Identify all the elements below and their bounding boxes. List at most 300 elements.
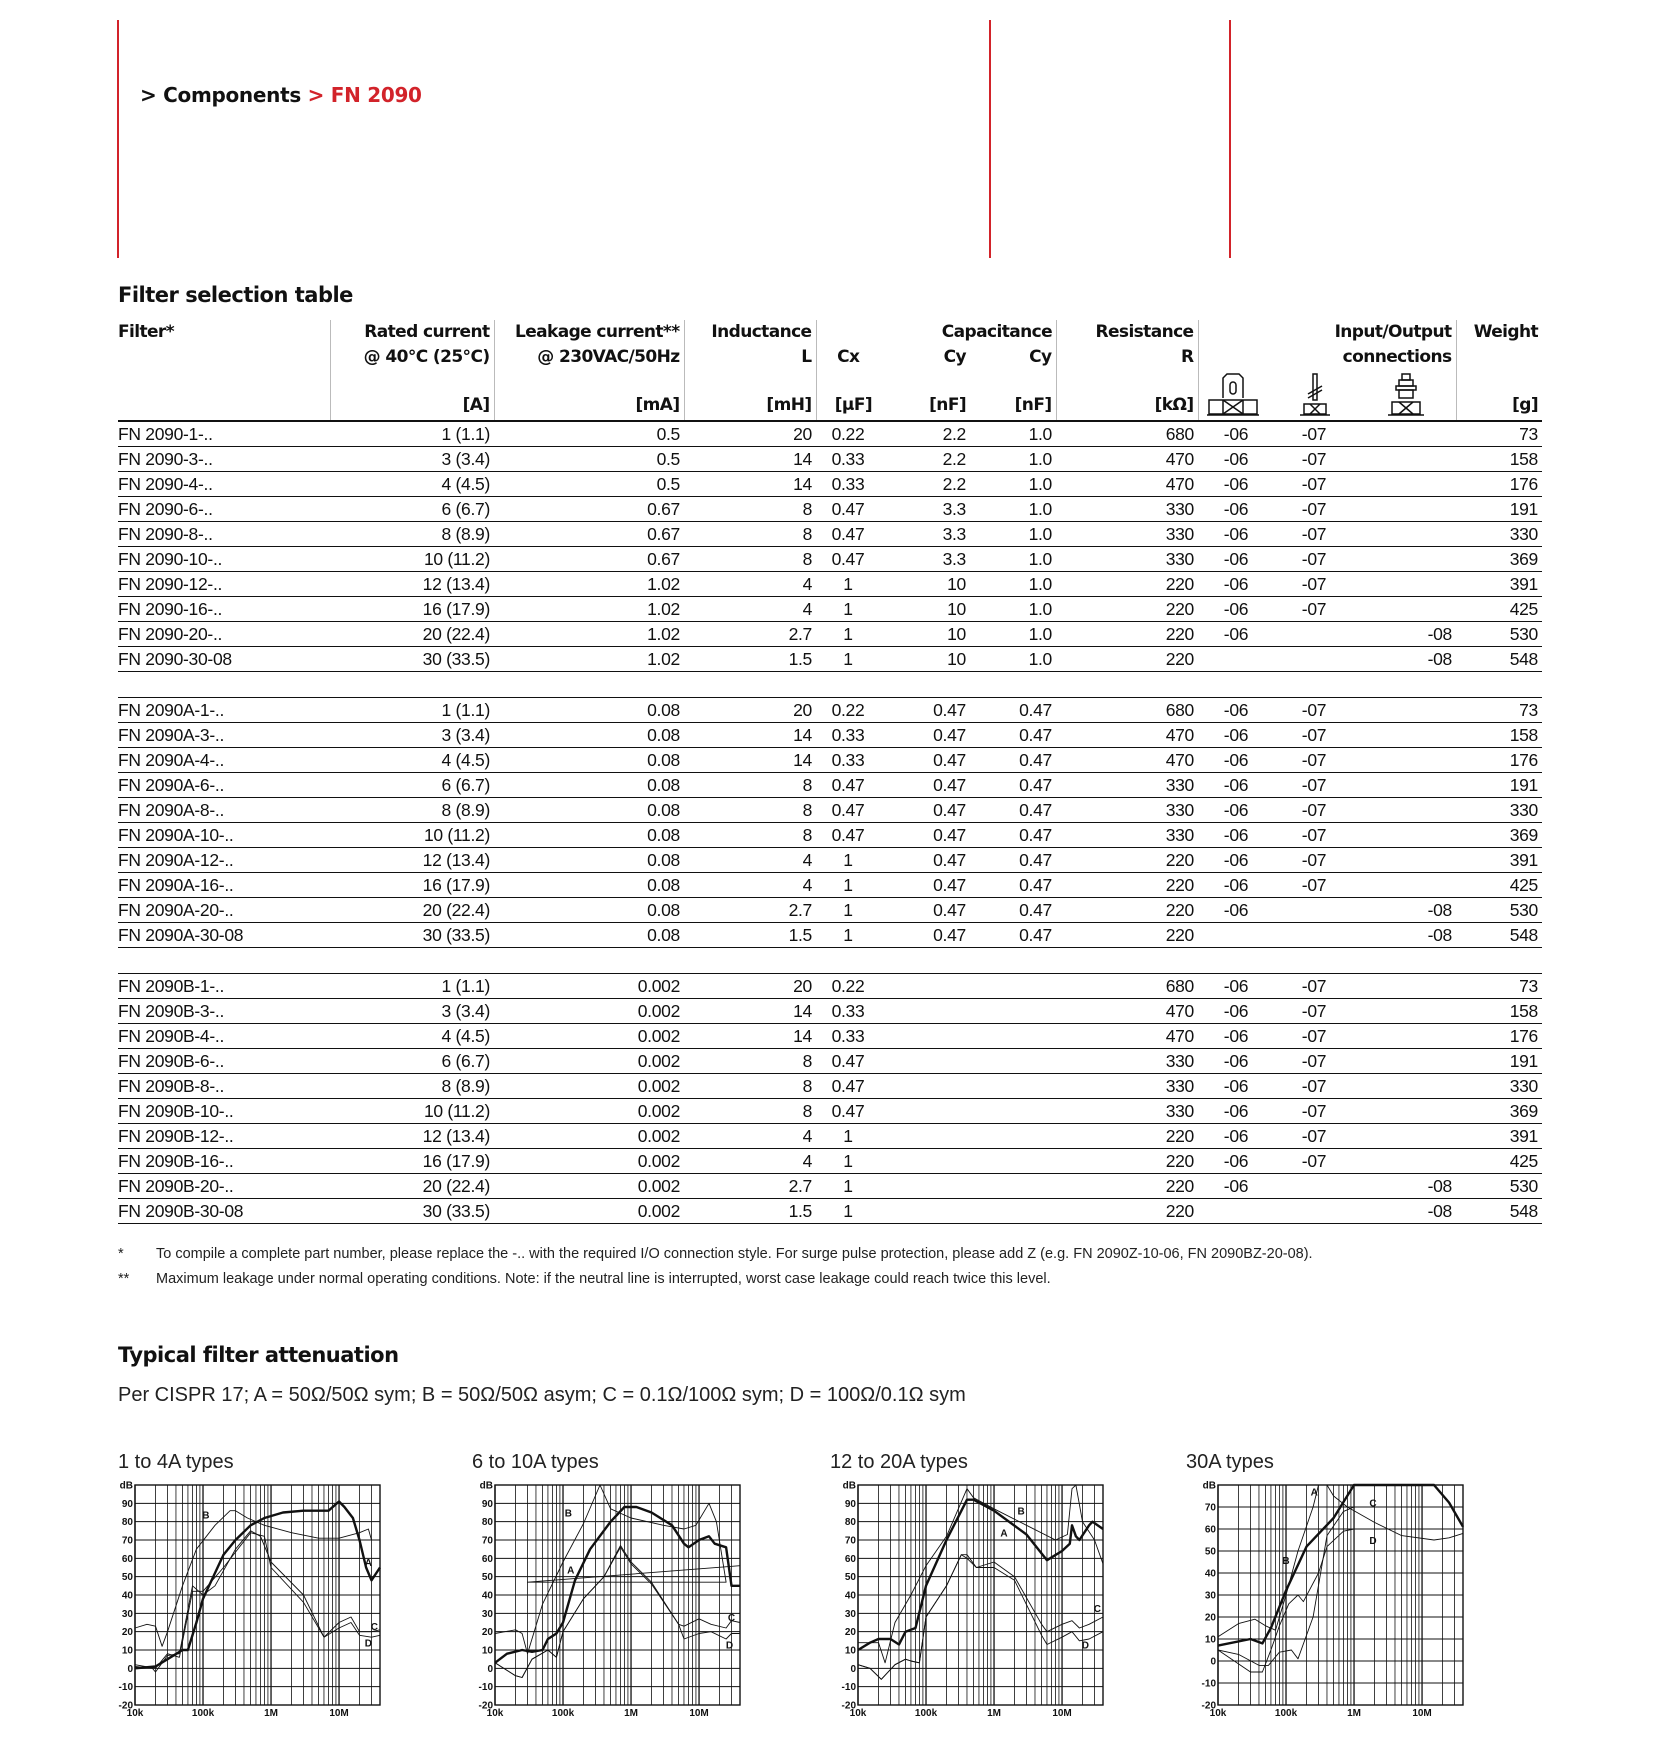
cell-filter: FN 2090-12-.. bbox=[118, 572, 330, 597]
y-tick-label: 30 bbox=[844, 1608, 856, 1620]
cell-io-07: -07 bbox=[1274, 1124, 1354, 1149]
cell-filter: FN 2090-3-.. bbox=[118, 447, 330, 472]
cell-weight: 369 bbox=[1456, 1099, 1542, 1124]
cell-leakage: 0.002 bbox=[494, 1099, 684, 1124]
accent-rule-left bbox=[117, 20, 119, 258]
col-leakage-sublabel: @ 230VAC/50Hz bbox=[537, 347, 680, 367]
series-a-line bbox=[858, 1500, 1103, 1650]
cell-io-08 bbox=[1354, 447, 1456, 472]
cell-cx: 1 bbox=[816, 597, 880, 622]
cell-io-08 bbox=[1354, 572, 1456, 597]
col-leakage-label: Leakage current** bbox=[514, 322, 680, 342]
col-capacitance-label: Capacitance bbox=[941, 322, 1052, 342]
cell-io-07: -07 bbox=[1274, 698, 1354, 723]
x-tick-label: 10k bbox=[849, 1708, 867, 1719]
table-row bbox=[118, 698, 1542, 723]
group-separator bbox=[118, 672, 1542, 698]
col-cx bbox=[816, 320, 880, 421]
cell-rated-current: 3 (3.4) bbox=[330, 447, 494, 472]
cell-leakage: 0.002 bbox=[494, 974, 684, 999]
accent-rule-middle bbox=[989, 20, 991, 258]
table-row bbox=[118, 1124, 1542, 1149]
series-c-label: C bbox=[1369, 1498, 1377, 1510]
cell-resistance: 470 bbox=[1056, 447, 1198, 472]
cell-weight: 73 bbox=[1456, 421, 1542, 447]
cell-cy2 bbox=[970, 1174, 1056, 1199]
cell-resistance: 220 bbox=[1056, 597, 1198, 622]
attenuation-chart-1-to-4a bbox=[118, 1480, 385, 1725]
series-a-label: A bbox=[1310, 1487, 1318, 1499]
cell-weight: 191 bbox=[1456, 773, 1542, 798]
cell-cy2 bbox=[970, 1149, 1056, 1174]
col-cy2-label: Cy bbox=[1029, 347, 1052, 367]
cell-filter: FN 2090A-6-.. bbox=[118, 773, 330, 798]
y-tick-label: 0 bbox=[1210, 1656, 1216, 1668]
cell-rated-current: 12 (13.4) bbox=[330, 572, 494, 597]
cell-cx: 0.47 bbox=[816, 497, 880, 522]
y-tick-label: 40 bbox=[481, 1590, 493, 1602]
cell-leakage: 0.08 bbox=[494, 873, 684, 898]
cell-cy2: 0.47 bbox=[970, 723, 1056, 748]
series-a-label: A bbox=[364, 1558, 373, 1569]
cell-cy2: 1.0 bbox=[970, 572, 1056, 597]
series-b-line bbox=[1218, 1485, 1463, 1646]
breadcrumb-parent[interactable]: > Components bbox=[140, 83, 301, 107]
cell-rated-current: 20 (22.4) bbox=[330, 1174, 494, 1199]
series-b-label: B bbox=[564, 1508, 573, 1520]
cell-filter: FN 2090A-3-.. bbox=[118, 723, 330, 748]
cell-leakage: 0.08 bbox=[494, 748, 684, 773]
cell-leakage: 0.08 bbox=[494, 898, 684, 923]
cell-weight: 73 bbox=[1456, 698, 1542, 723]
cell-io-08 bbox=[1354, 472, 1456, 497]
cell-io-07: -07 bbox=[1274, 597, 1354, 622]
cell-inductance: 20 bbox=[684, 698, 816, 723]
cell-rated-current: 10 (11.2) bbox=[330, 1099, 494, 1124]
table-row bbox=[118, 848, 1542, 873]
cell-resistance: 680 bbox=[1056, 421, 1198, 447]
cell-io-06: -06 bbox=[1198, 798, 1274, 823]
cell-io-06: -06 bbox=[1198, 898, 1274, 923]
cell-cy1: 10 bbox=[880, 572, 970, 597]
x-tick-label: 10k bbox=[1209, 1708, 1227, 1719]
cell-rated-current: 6 (6.7) bbox=[330, 1049, 494, 1074]
cell-cx: 1 bbox=[816, 1199, 880, 1224]
cell-io-07: -07 bbox=[1274, 421, 1354, 447]
cell-cx: 0.22 bbox=[816, 974, 880, 999]
faston-terminal-icon bbox=[1207, 372, 1259, 416]
x-tick-label: 100k bbox=[551, 1708, 575, 1719]
cell-weight: 530 bbox=[1456, 1174, 1542, 1199]
cell-weight: 73 bbox=[1456, 974, 1542, 999]
cell-rated-current: 8 (8.9) bbox=[330, 1074, 494, 1099]
cell-cy1 bbox=[880, 1024, 970, 1049]
cell-resistance: 330 bbox=[1056, 547, 1198, 572]
table-row bbox=[118, 447, 1542, 472]
cell-inductance: 8 bbox=[684, 798, 816, 823]
cell-rated-current: 20 (22.4) bbox=[330, 898, 494, 923]
y-tick-label: 10 bbox=[1204, 1634, 1216, 1646]
cell-cy2 bbox=[970, 999, 1056, 1024]
cell-inductance: 14 bbox=[684, 748, 816, 773]
col-filter bbox=[118, 320, 330, 421]
col-inductance-label: Inductance bbox=[711, 322, 812, 342]
cell-leakage: 0.08 bbox=[494, 773, 684, 798]
table-row bbox=[118, 472, 1542, 497]
cell-leakage: 1.02 bbox=[494, 622, 684, 647]
cell-io-06: -06 bbox=[1198, 1149, 1274, 1174]
cell-weight: 530 bbox=[1456, 622, 1542, 647]
cell-rated-current: 3 (3.4) bbox=[330, 999, 494, 1024]
y-tick-label: 0 bbox=[850, 1663, 856, 1675]
cell-cy1: 0.47 bbox=[880, 798, 970, 823]
cell-cx: 1 bbox=[816, 572, 880, 597]
cell-inductance: 8 bbox=[684, 823, 816, 848]
cell-leakage: 1.02 bbox=[494, 572, 684, 597]
cell-io-06: -06 bbox=[1198, 421, 1274, 447]
cell-io-07: -07 bbox=[1274, 1024, 1354, 1049]
cell-weight: 158 bbox=[1456, 447, 1542, 472]
table-row bbox=[118, 1024, 1542, 1049]
cell-io-08 bbox=[1354, 773, 1456, 798]
cell-resistance: 330 bbox=[1056, 522, 1198, 547]
x-tick-label: 10M bbox=[1052, 1708, 1072, 1719]
y-tick-label: -20 bbox=[1201, 1700, 1216, 1712]
attenuation-chart-12-to-20a bbox=[841, 1480, 1108, 1725]
cell-resistance: 470 bbox=[1056, 748, 1198, 773]
cell-io-07: -07 bbox=[1274, 497, 1354, 522]
cell-cy2: 1.0 bbox=[970, 522, 1056, 547]
x-tick-label: 100k bbox=[1274, 1708, 1298, 1719]
cell-io-06 bbox=[1198, 923, 1274, 948]
cell-inductance: 8 bbox=[684, 1099, 816, 1124]
col-leakage bbox=[494, 320, 684, 421]
cell-inductance: 2.7 bbox=[684, 1174, 816, 1199]
x-tick-label: 10M bbox=[689, 1708, 709, 1719]
cell-weight: 548 bbox=[1456, 1199, 1542, 1224]
y-tick-label: -20 bbox=[478, 1700, 493, 1712]
series-c-label: C bbox=[370, 1622, 378, 1634]
cell-cy1: 10 bbox=[880, 647, 970, 672]
x-tick-label: 1M bbox=[1347, 1708, 1361, 1719]
cell-leakage: 0.67 bbox=[494, 522, 684, 547]
table-row bbox=[118, 723, 1542, 748]
cell-resistance: 330 bbox=[1056, 1099, 1198, 1124]
cell-resistance: 330 bbox=[1056, 823, 1198, 848]
footnote-1-mark: * bbox=[118, 1246, 124, 1262]
cell-io-08: -08 bbox=[1354, 622, 1456, 647]
cell-cy2: 1.0 bbox=[970, 421, 1056, 447]
cell-cx: 1 bbox=[816, 622, 880, 647]
cell-filter: FN 2090A-1-.. bbox=[118, 698, 330, 723]
cell-io-07: -07 bbox=[1274, 472, 1354, 497]
cell-cx: 1 bbox=[816, 1124, 880, 1149]
cell-weight: 391 bbox=[1456, 572, 1542, 597]
cell-io-08: -08 bbox=[1354, 923, 1456, 948]
cell-leakage: 0.002 bbox=[494, 999, 684, 1024]
cell-leakage: 0.67 bbox=[494, 547, 684, 572]
table-row bbox=[118, 898, 1542, 923]
series-c-label: C bbox=[727, 1613, 736, 1624]
cell-filter: FN 2090B-4-.. bbox=[118, 1024, 330, 1049]
cell-inductance: 20 bbox=[684, 421, 816, 447]
series-d-label: D bbox=[364, 1638, 373, 1650]
cell-cy1: 0.47 bbox=[880, 923, 970, 948]
cell-io-08: -08 bbox=[1354, 898, 1456, 923]
grid bbox=[858, 1485, 1103, 1705]
cell-filter: FN 2090B-30-08 bbox=[118, 1199, 330, 1224]
cell-cy1: 0.47 bbox=[880, 823, 970, 848]
y-axis-unit-label: dB bbox=[1202, 1480, 1216, 1492]
cell-filter: FN 2090-16-.. bbox=[118, 597, 330, 622]
y-tick-label: 70 bbox=[844, 1535, 856, 1547]
cell-leakage: 0.08 bbox=[494, 798, 684, 823]
cell-weight: 425 bbox=[1456, 873, 1542, 898]
cell-leakage: 0.5 bbox=[494, 447, 684, 472]
cell-cy2 bbox=[970, 1049, 1056, 1074]
cell-cy2: 1.0 bbox=[970, 472, 1056, 497]
col-io-screw bbox=[1334, 320, 1456, 421]
cell-rated-current: 8 (8.9) bbox=[330, 522, 494, 547]
col-io-faston bbox=[1198, 320, 1274, 421]
cell-cx: 0.33 bbox=[816, 999, 880, 1024]
series-a-label: A bbox=[1000, 1528, 1008, 1540]
cell-cx: 0.33 bbox=[816, 748, 880, 773]
cell-io-06: -06 bbox=[1198, 547, 1274, 572]
cell-filter: FN 2090A-4-.. bbox=[118, 748, 330, 773]
table-row bbox=[118, 497, 1542, 522]
cell-filter: FN 2090A-12-.. bbox=[118, 848, 330, 873]
cell-io-06: -06 bbox=[1198, 999, 1274, 1024]
cell-io-07: -07 bbox=[1274, 1049, 1354, 1074]
series-d-line bbox=[858, 1555, 1103, 1680]
series-a-line bbox=[135, 1502, 380, 1669]
table-row bbox=[118, 873, 1542, 898]
cell-cy2 bbox=[970, 1024, 1056, 1049]
cell-inductance: 4 bbox=[684, 848, 816, 873]
y-tick-label: 70 bbox=[481, 1535, 493, 1547]
col-rated-current-label: Rated current bbox=[364, 322, 490, 342]
cell-io-08 bbox=[1354, 1149, 1456, 1174]
cell-weight: 191 bbox=[1456, 497, 1542, 522]
y-tick-label: 10 bbox=[844, 1645, 856, 1657]
cell-weight: 176 bbox=[1456, 748, 1542, 773]
cell-io-08 bbox=[1354, 597, 1456, 622]
cell-filter: FN 2090A-20-.. bbox=[118, 898, 330, 923]
cell-cy2: 1.0 bbox=[970, 597, 1056, 622]
table-row bbox=[118, 1074, 1542, 1099]
cell-weight: 391 bbox=[1456, 848, 1542, 873]
selection-table-title: Filter selection table bbox=[118, 283, 353, 307]
cell-cx: 0.47 bbox=[816, 773, 880, 798]
cell-rated-current: 20 (22.4) bbox=[330, 622, 494, 647]
cell-io-07: -07 bbox=[1274, 572, 1354, 597]
y-tick-label: 0 bbox=[487, 1663, 493, 1675]
cell-io-07: -07 bbox=[1274, 873, 1354, 898]
cell-filter: FN 2090B-6-.. bbox=[118, 1049, 330, 1074]
table-row bbox=[118, 1149, 1542, 1174]
grid bbox=[135, 1485, 380, 1705]
col-io-label: Input/Output bbox=[1334, 322, 1452, 342]
cell-cy2: 0.47 bbox=[970, 848, 1056, 873]
y-tick-label: 60 bbox=[481, 1553, 493, 1565]
series-d-label: D bbox=[1081, 1640, 1089, 1652]
cell-io-06: -06 bbox=[1198, 572, 1274, 597]
cell-leakage: 0.08 bbox=[494, 698, 684, 723]
cell-cy1 bbox=[880, 999, 970, 1024]
cell-cx: 1 bbox=[816, 647, 880, 672]
chart-3-title: 12 to 20A types bbox=[830, 1451, 968, 1473]
col-rated-current bbox=[330, 320, 494, 421]
cell-io-07: -07 bbox=[1274, 999, 1354, 1024]
cell-cx: 0.22 bbox=[816, 698, 880, 723]
cell-cy1: 0.47 bbox=[880, 773, 970, 798]
col-weight bbox=[1456, 320, 1542, 421]
cell-io-07: -07 bbox=[1274, 1149, 1354, 1174]
cell-cx: 0.33 bbox=[816, 447, 880, 472]
cell-cy1: 3.3 bbox=[880, 547, 970, 572]
table-row bbox=[118, 974, 1542, 999]
cell-rated-current: 10 (11.2) bbox=[330, 823, 494, 848]
table-row bbox=[118, 421, 1542, 447]
cell-cy1 bbox=[880, 974, 970, 999]
cell-io-08 bbox=[1354, 547, 1456, 572]
accent-rule-right bbox=[1229, 20, 1231, 258]
cell-cy1 bbox=[880, 1149, 970, 1174]
cell-resistance: 330 bbox=[1056, 798, 1198, 823]
cell-filter: FN 2090B-16-.. bbox=[118, 1149, 330, 1174]
series-d-label: D bbox=[1369, 1536, 1377, 1547]
cell-cx: 1 bbox=[816, 923, 880, 948]
col-weight-unit: [g] bbox=[1512, 395, 1538, 415]
col-filter-label: Filter* bbox=[118, 322, 174, 342]
cell-inductance: 1.5 bbox=[684, 1199, 816, 1224]
y-tick-label: -10 bbox=[841, 1682, 856, 1694]
cell-cy1 bbox=[880, 1099, 970, 1124]
series-b-label: B bbox=[1282, 1555, 1290, 1567]
cell-filter: FN 2090A-8-.. bbox=[118, 798, 330, 823]
cell-rated-current: 30 (33.5) bbox=[330, 647, 494, 672]
cell-rated-current: 1 (1.1) bbox=[330, 974, 494, 999]
cell-cy2: 1.0 bbox=[970, 647, 1056, 672]
cell-filter: FN 2090-6-.. bbox=[118, 497, 330, 522]
cell-cy1: 10 bbox=[880, 597, 970, 622]
series-d-line bbox=[135, 1533, 380, 1669]
cell-inductance: 4 bbox=[684, 873, 816, 898]
series-b-line bbox=[858, 1485, 1103, 1663]
cell-io-06: -06 bbox=[1198, 522, 1274, 547]
y-tick-label: 80 bbox=[481, 1517, 493, 1529]
y-tick-label: 70 bbox=[121, 1535, 133, 1547]
cell-cx: 1 bbox=[816, 898, 880, 923]
cell-leakage: 0.08 bbox=[494, 723, 684, 748]
cell-cx: 0.33 bbox=[816, 1024, 880, 1049]
cell-inductance: 14 bbox=[684, 447, 816, 472]
y-tick-label: 20 bbox=[121, 1627, 133, 1639]
cell-cy1 bbox=[880, 1174, 970, 1199]
cell-cy2: 0.47 bbox=[970, 923, 1056, 948]
cell-cy2: 0.47 bbox=[970, 773, 1056, 798]
y-tick-label: 50 bbox=[844, 1572, 856, 1584]
y-tick-label: 50 bbox=[121, 1572, 133, 1584]
cell-leakage: 0.08 bbox=[494, 848, 684, 873]
cell-leakage: 0.08 bbox=[494, 923, 684, 948]
series-b-label: B bbox=[202, 1510, 210, 1522]
cell-cy1: 0.47 bbox=[880, 873, 970, 898]
y-tick-label: 20 bbox=[1204, 1612, 1216, 1624]
y-tick-label: -10 bbox=[1201, 1678, 1216, 1690]
x-tick-label: 1M bbox=[624, 1708, 638, 1719]
cell-io-06: -06 bbox=[1198, 773, 1274, 798]
x-tick-label: 10M bbox=[1412, 1708, 1432, 1719]
group-separator-cell bbox=[118, 672, 1542, 698]
y-tick-label: -10 bbox=[478, 1682, 493, 1694]
cell-io-06: -06 bbox=[1198, 497, 1274, 522]
table-row bbox=[118, 773, 1542, 798]
cell-resistance: 470 bbox=[1056, 1024, 1198, 1049]
cell-rated-current: 6 (6.7) bbox=[330, 773, 494, 798]
series-d-line bbox=[495, 1547, 740, 1677]
cell-cy1: 0.47 bbox=[880, 848, 970, 873]
cell-io-06: -06 bbox=[1198, 1024, 1274, 1049]
cell-io-07: -07 bbox=[1274, 522, 1354, 547]
attenuation-chart-6-to-10a bbox=[478, 1480, 745, 1725]
cell-filter: FN 2090B-20-.. bbox=[118, 1174, 330, 1199]
cell-inductance: 8 bbox=[684, 1049, 816, 1074]
cell-filter: FN 2090-4-.. bbox=[118, 472, 330, 497]
cell-io-06: -06 bbox=[1198, 723, 1274, 748]
cell-cx: 0.33 bbox=[816, 472, 880, 497]
cell-cy1 bbox=[880, 1199, 970, 1224]
cell-io-06: -06 bbox=[1198, 1099, 1274, 1124]
cell-io-06: -06 bbox=[1198, 597, 1274, 622]
cell-io-06: -06 bbox=[1198, 974, 1274, 999]
table-row bbox=[118, 1049, 1542, 1074]
cell-cx: 0.47 bbox=[816, 1074, 880, 1099]
table-row bbox=[118, 999, 1542, 1024]
cell-cy2: 0.47 bbox=[970, 798, 1056, 823]
y-tick-label: 40 bbox=[844, 1590, 856, 1602]
footnote-2-mark: ** bbox=[118, 1271, 130, 1287]
cell-io-08 bbox=[1354, 999, 1456, 1024]
cell-inductance: 1.5 bbox=[684, 647, 816, 672]
cell-inductance: 8 bbox=[684, 773, 816, 798]
x-tick-label: 10k bbox=[486, 1708, 504, 1719]
breadcrumb bbox=[140, 83, 422, 107]
cell-io-06: -06 bbox=[1198, 472, 1274, 497]
cell-leakage: 0.002 bbox=[494, 1049, 684, 1074]
x-tick-label: 1M bbox=[264, 1708, 278, 1719]
cell-io-07: -07 bbox=[1274, 1099, 1354, 1124]
x-tick-label: 100k bbox=[914, 1708, 938, 1719]
cell-weight: 369 bbox=[1456, 547, 1542, 572]
y-tick-label: 50 bbox=[1204, 1546, 1216, 1558]
cell-io-06 bbox=[1198, 647, 1274, 672]
solder-lug-icon bbox=[1300, 372, 1330, 416]
cell-resistance: 470 bbox=[1056, 472, 1198, 497]
cell-rated-current: 1 (1.1) bbox=[330, 421, 494, 447]
cell-io-06 bbox=[1198, 1199, 1274, 1224]
cell-leakage: 0.08 bbox=[494, 823, 684, 848]
series-c-label: C bbox=[1093, 1603, 1101, 1615]
col-weight-label: Weight bbox=[1473, 322, 1538, 342]
screw-terminal-icon bbox=[1388, 372, 1424, 416]
cell-cy2: 0.47 bbox=[970, 748, 1056, 773]
cell-rated-current: 10 (11.2) bbox=[330, 547, 494, 572]
cell-filter: FN 2090-20-.. bbox=[118, 622, 330, 647]
cell-weight: 330 bbox=[1456, 522, 1542, 547]
cell-rated-current: 30 (33.5) bbox=[330, 1199, 494, 1224]
